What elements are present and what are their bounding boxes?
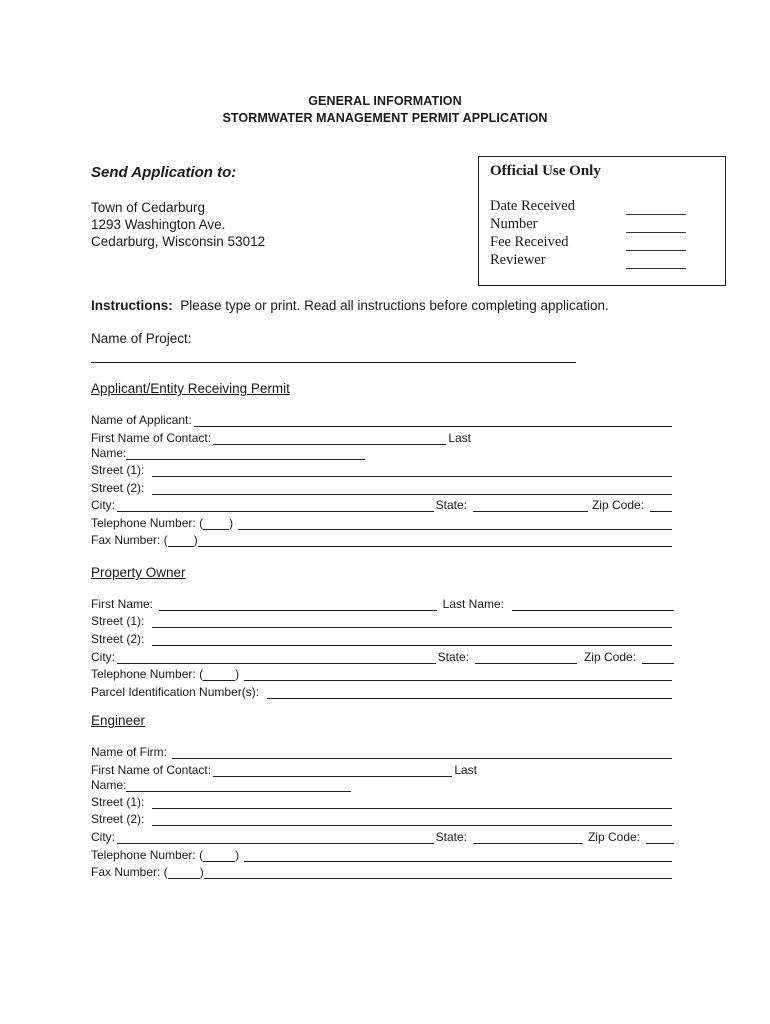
- applicant-section-heading: Applicant/Entity Receiving Permit: [91, 381, 290, 396]
- owner-zip-label: Zip Code:: [583, 650, 636, 664]
- engineer-contact-row: [91, 761, 477, 777]
- applicant-fax-label: Fax Number: (: [91, 533, 168, 547]
- engineer-telephone-row: [91, 846, 674, 862]
- engineer-street1-label: Street (1):: [91, 795, 145, 809]
- engineer-last-label: Last: [454, 763, 477, 777]
- project-name-line[interactable]: [91, 361, 576, 363]
- engineer-fax-area-field[interactable]: [168, 866, 200, 879]
- owner-parcel-row: [91, 683, 674, 699]
- engineer-telephone-paren: ): [235, 848, 240, 862]
- engineer-city-field[interactable]: [117, 831, 434, 844]
- applicant-zip-field[interactable]: [650, 499, 672, 512]
- owner-name-row: [91, 595, 674, 611]
- address-line-1: Town of Cedarburg: [91, 200, 206, 215]
- owner-city-row: [91, 648, 674, 664]
- owner-street1-row: [91, 612, 674, 628]
- applicant-last-name-field[interactable]: [126, 447, 365, 460]
- applicant-fax-field[interactable]: [198, 534, 672, 547]
- owner-last-name-field[interactable]: [512, 598, 674, 611]
- engineer-zip-label: Zip Code:: [587, 830, 640, 844]
- address-line-3: Cedarburg, Wisconsin 53012: [91, 234, 266, 249]
- owner-street2-row: [91, 630, 674, 646]
- owner-telephone-field[interactable]: [244, 668, 672, 681]
- engineer-state-label: State:: [435, 830, 467, 844]
- official-reviewer-line[interactable]: [626, 253, 686, 269]
- official-reviewer: Reviewer: [490, 252, 546, 268]
- owner-parcel-field[interactable]: [267, 686, 672, 699]
- applicant-street2-row: [91, 479, 674, 495]
- owner-first-name-field[interactable]: [159, 598, 437, 611]
- owner-section-heading: Property Owner: [91, 565, 186, 580]
- official-fee-received-line[interactable]: [626, 235, 686, 251]
- applicant-name-label: Name of Applicant:: [91, 413, 192, 427]
- applicant-street1-row: [91, 461, 674, 477]
- title-permit-application: STORMWATER MANAGEMENT PERMIT APPLICATION: [222, 111, 548, 125]
- engineer-state-field[interactable]: [473, 831, 583, 844]
- instructions-text: Please type or print. Read all instructions before completing application.: [180, 298, 609, 313]
- owner-city-field[interactable]: [117, 651, 436, 664]
- official-date-received: Date Received: [490, 198, 575, 214]
- applicant-street1-field[interactable]: [152, 464, 672, 477]
- owner-first-name-label: First Name:: [91, 597, 154, 611]
- applicant-contact-row: [91, 429, 471, 445]
- owner-street2-field[interactable]: [152, 633, 672, 646]
- applicant-first-name-label: First Name of Contact:: [91, 431, 212, 445]
- applicant-zip-label: Zip Code:: [591, 498, 644, 512]
- applicant-name-row: [91, 411, 674, 427]
- applicant-city-row: [91, 496, 674, 512]
- applicant-street2-field[interactable]: [152, 482, 672, 495]
- engineer-last-name-field[interactable]: [126, 779, 351, 792]
- engineer-street2-field[interactable]: [152, 813, 672, 826]
- applicant-state-label: State:: [435, 498, 467, 512]
- engineer-street2-label: Street (2):: [91, 812, 145, 826]
- applicant-city-field[interactable]: [117, 499, 434, 512]
- official-number-line[interactable]: [626, 217, 686, 233]
- official-use-title: Official Use Only: [490, 163, 601, 179]
- applicant-telephone-paren: ): [229, 516, 234, 530]
- engineer-telephone-field[interactable]: [244, 849, 672, 862]
- applicant-fax-area-field[interactable]: [168, 534, 194, 547]
- engineer-zip-field[interactable]: [646, 831, 674, 844]
- engineer-last-name-row: [91, 776, 353, 792]
- engineer-fax-paren: ): [199, 865, 204, 879]
- engineer-firm-label: Name of Firm:: [91, 745, 168, 759]
- engineer-fax-label: Fax Number: (: [91, 865, 168, 879]
- applicant-telephone-area-field[interactable]: [203, 517, 229, 530]
- owner-telephone-row: [91, 665, 674, 681]
- applicant-last-label: Last: [448, 431, 471, 445]
- owner-state-label: State:: [437, 650, 469, 664]
- address-line-2: 1293 Washington Ave.: [91, 217, 226, 232]
- engineer-city-row: [91, 828, 674, 844]
- instructions: [91, 298, 609, 313]
- engineer-telephone-area-field[interactable]: [203, 849, 235, 862]
- engineer-section-heading: Engineer: [91, 713, 146, 728]
- engineer-firm-field[interactable]: [172, 746, 672, 759]
- engineer-first-name-label: First Name of Contact:: [91, 763, 212, 777]
- owner-street1-label: Street (1):: [91, 614, 145, 628]
- official-date-received-line[interactable]: [626, 199, 686, 215]
- owner-parcel-label: Parcel Identification Number(s):: [91, 685, 260, 699]
- engineer-street1-row: [91, 793, 674, 809]
- owner-telephone-label: Telephone Number: (: [91, 667, 204, 681]
- applicant-telephone-label: Telephone Number: (: [91, 516, 204, 530]
- applicant-city-label: City:: [91, 498, 115, 512]
- engineer-fax-field[interactable]: [204, 866, 672, 879]
- applicant-street1-label: Street (1):: [91, 463, 145, 477]
- owner-telephone-area-field[interactable]: [203, 668, 235, 681]
- official-fee-received: Fee Received: [490, 234, 569, 250]
- applicant-telephone-field[interactable]: [238, 517, 672, 530]
- engineer-last-name-label: Name:: [91, 778, 127, 792]
- owner-street1-field[interactable]: [152, 615, 672, 628]
- project-name-label: Name of Project:: [91, 331, 192, 346]
- official-use-box: [478, 156, 726, 286]
- engineer-firm-row: [91, 743, 674, 759]
- title-general-information: GENERAL INFORMATION: [308, 94, 462, 108]
- owner-zip-field[interactable]: [642, 651, 674, 664]
- applicant-state-field[interactable]: [473, 499, 588, 512]
- owner-telephone-paren: ): [235, 667, 240, 681]
- engineer-street2-row: [91, 810, 674, 826]
- applicant-telephone-row: [91, 514, 674, 530]
- official-number: Number: [490, 216, 538, 232]
- owner-last-name-label: Last Name:: [442, 597, 504, 611]
- applicant-fax-row: [91, 531, 674, 547]
- send-application-heading: Send Application to:: [91, 164, 237, 181]
- engineer-fax-row: [91, 863, 674, 879]
- applicant-name-field[interactable]: [194, 414, 672, 427]
- applicant-street2-label: Street (2):: [91, 481, 145, 495]
- applicant-last-name-row: [91, 444, 367, 460]
- engineer-city-label: City:: [91, 830, 115, 844]
- engineer-telephone-label: Telephone Number: (: [91, 848, 204, 862]
- applicant-last-name-label: Name:: [91, 446, 127, 460]
- instructions-label: Instructions:: [91, 298, 173, 313]
- owner-street2-label: Street (2):: [91, 632, 145, 646]
- engineer-street1-field[interactable]: [152, 796, 672, 809]
- owner-state-field[interactable]: [475, 651, 577, 664]
- owner-city-label: City:: [91, 650, 115, 664]
- applicant-fax-paren: ): [193, 533, 198, 547]
